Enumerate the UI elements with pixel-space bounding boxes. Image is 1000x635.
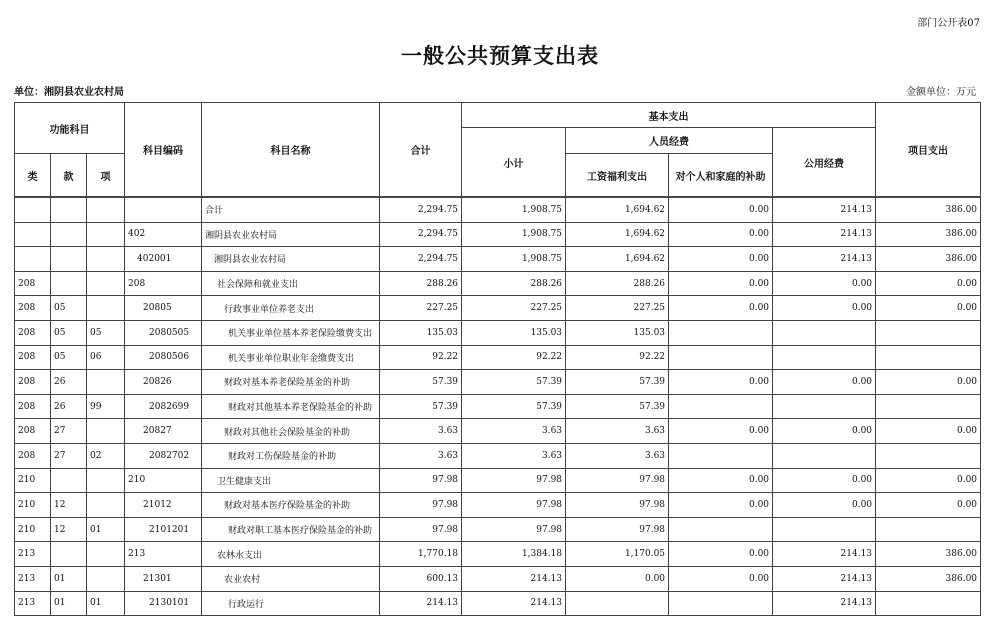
cell-subtotal: 97.98 [462, 493, 566, 518]
cell-kuan: 12 [51, 517, 87, 542]
cell-xiang: 99 [87, 394, 125, 419]
cell-lei [15, 247, 51, 272]
cell-project: 0.00 [876, 468, 981, 493]
table-row [15, 493, 981, 518]
cell-lei [15, 198, 51, 223]
cell-subsidy: 0.00 [669, 370, 773, 395]
cell-total: 2,294.75 [380, 222, 462, 247]
money-unit-label: 金额单位：万元 [906, 87, 976, 98]
cell-lei: 208 [15, 394, 51, 419]
cell-subtotal: 57.39 [462, 370, 566, 395]
cell-subsidy: 0.00 [669, 271, 773, 296]
cell-lei: 208 [15, 443, 51, 468]
cell-wages: 0.00 [566, 566, 669, 591]
cell-project [876, 517, 981, 542]
cell-name: 农业农村 [202, 566, 380, 591]
table-row [15, 370, 981, 395]
cell-xiang [87, 222, 125, 247]
cell-name: 机关事业单位基本养老保险缴费支出 [202, 320, 380, 345]
cell-lei [15, 222, 51, 247]
cell-subtotal: 1,908.75 [462, 222, 566, 247]
cell-name: 财政对基本医疗保险基金的补助 [202, 493, 380, 518]
cell-public: 214.13 [773, 566, 876, 591]
cell-wages: 3.63 [566, 443, 669, 468]
cell-xiang: 01 [87, 591, 125, 616]
table-row [15, 271, 981, 296]
table-row [15, 517, 981, 542]
cell-xiang: 01 [87, 517, 125, 542]
table-body [15, 197, 981, 616]
cell-code: 210 [125, 468, 202, 493]
cell-name: 财政对基本养老保险基金的补助 [202, 370, 380, 395]
header-personnel: 人员经费 [566, 128, 773, 154]
cell-total: 92.22 [380, 345, 462, 370]
cell-kuan: 01 [51, 566, 87, 591]
cell-code: 20827 [125, 419, 202, 444]
cell-project [876, 443, 981, 468]
cell-subsidy: 0.00 [669, 493, 773, 518]
cell-subtotal: 3.63 [462, 419, 566, 444]
cell-total: 135.03 [380, 320, 462, 345]
cell-code: 21301 [125, 566, 202, 591]
cell-subtotal: 288.26 [462, 271, 566, 296]
cell-total: 3.63 [380, 443, 462, 468]
cell-subtotal: 214.13 [462, 591, 566, 616]
cell-name: 机关事业单位职业年金缴费支出 [202, 345, 380, 370]
cell-lei: 208 [15, 296, 51, 321]
cell-lei: 208 [15, 345, 51, 370]
cell-xiang: 05 [87, 320, 125, 345]
cell-wages: 97.98 [566, 468, 669, 493]
cell-total: 57.39 [380, 370, 462, 395]
table-row [15, 419, 981, 444]
table-row [15, 591, 981, 616]
table-row [15, 296, 981, 321]
cell-wages: 1,694.62 [566, 247, 669, 272]
table-row [15, 468, 981, 493]
cell-xiang: 02 [87, 443, 125, 468]
cell-subsidy [669, 591, 773, 616]
cell-project: 0.00 [876, 296, 981, 321]
cell-wages: 97.98 [566, 517, 669, 542]
cell-wages: 135.03 [566, 320, 669, 345]
cell-name: 湘阴县农业农村局 [202, 222, 380, 247]
cell-subtotal: 214.13 [462, 566, 566, 591]
cell-kuan [51, 271, 87, 296]
table-row [15, 443, 981, 468]
header-wages: 工资福利支出 [566, 154, 669, 197]
cell-code: 2082702 [125, 443, 202, 468]
cell-subtotal: 57.39 [462, 394, 566, 419]
cell-project: 386.00 [876, 222, 981, 247]
cell-subsidy: 0.00 [669, 198, 773, 223]
header-kuan: 款 [51, 154, 87, 197]
cell-project [876, 394, 981, 419]
table-row [15, 345, 981, 370]
cell-subtotal: 1,908.75 [462, 247, 566, 272]
cell-kuan: 27 [51, 443, 87, 468]
cell-xiang [87, 419, 125, 444]
cell-total: 97.98 [380, 517, 462, 542]
cell-project [876, 591, 981, 616]
cell-code: 2080506 [125, 345, 202, 370]
cell-code: 402001 [125, 247, 202, 272]
cell-subtotal: 97.98 [462, 517, 566, 542]
cell-xiang [87, 271, 125, 296]
cell-code: 21012 [125, 493, 202, 518]
page-title: 一般公共预算支出表 [401, 44, 599, 68]
cell-code: 402 [125, 222, 202, 247]
cell-wages: 57.39 [566, 370, 669, 395]
cell-total: 97.98 [380, 493, 462, 518]
cell-kuan [51, 247, 87, 272]
cell-wages [566, 591, 669, 616]
cell-code [125, 198, 202, 223]
cell-code: 20826 [125, 370, 202, 395]
cell-xiang: 06 [87, 345, 125, 370]
cell-lei: 208 [15, 370, 51, 395]
cell-project: 0.00 [876, 271, 981, 296]
cell-project: 386.00 [876, 542, 981, 567]
cell-subsidy [669, 345, 773, 370]
cell-kuan: 01 [51, 591, 87, 616]
cell-wages: 1,694.62 [566, 222, 669, 247]
cell-code: 2080505 [125, 320, 202, 345]
cell-public: 214.13 [773, 247, 876, 272]
cell-project: 0.00 [876, 419, 981, 444]
cell-kuan: 26 [51, 394, 87, 419]
cell-kuan: 27 [51, 419, 87, 444]
cell-name: 社会保障和就业支出 [202, 271, 380, 296]
table-row [15, 198, 981, 223]
cell-public: 0.00 [773, 296, 876, 321]
header-subtotal: 小计 [462, 128, 566, 197]
unit-label: 单位：湘阴县农业农村局 [14, 87, 124, 98]
cell-subsidy [669, 320, 773, 345]
cell-wages: 1,694.62 [566, 198, 669, 223]
header-xiang: 项 [87, 154, 125, 197]
cell-total: 288.26 [380, 271, 462, 296]
cell-lei: 208 [15, 271, 51, 296]
header-project: 项目支出 [876, 103, 981, 197]
cell-public [773, 394, 876, 419]
cell-subsidy [669, 394, 773, 419]
cell-public: 0.00 [773, 419, 876, 444]
cell-public [773, 320, 876, 345]
cell-lei: 210 [15, 468, 51, 493]
cell-code: 213 [125, 542, 202, 567]
cell-project [876, 345, 981, 370]
cell-total: 2,294.75 [380, 247, 462, 272]
cell-subsidy: 0.00 [669, 542, 773, 567]
cell-name: 财政对其他基本养老保险基金的补助 [202, 394, 380, 419]
cell-xiang [87, 198, 125, 223]
cell-subsidy: 0.00 [669, 419, 773, 444]
cell-subsidy: 0.00 [669, 296, 773, 321]
cell-public [773, 443, 876, 468]
cell-public: 214.13 [773, 591, 876, 616]
cell-kuan [51, 222, 87, 247]
cell-kuan: 05 [51, 345, 87, 370]
table-row [15, 542, 981, 567]
cell-lei: 208 [15, 419, 51, 444]
cell-code: 20805 [125, 296, 202, 321]
header-function-subject: 功能科目 [15, 103, 125, 154]
cell-subsidy [669, 443, 773, 468]
header-name: 科目名称 [202, 103, 380, 197]
cell-subtotal: 1,908.75 [462, 198, 566, 223]
cell-name: 财政对职工基本医疗保险基金的补助 [202, 517, 380, 542]
cell-subsidy: 0.00 [669, 468, 773, 493]
cell-xiang [87, 493, 125, 518]
cell-total: 97.98 [380, 468, 462, 493]
cell-public: 0.00 [773, 493, 876, 518]
cell-wages: 97.98 [566, 493, 669, 518]
cell-subtotal: 135.03 [462, 320, 566, 345]
cell-code: 2082699 [125, 394, 202, 419]
cell-public [773, 517, 876, 542]
cell-code: 208 [125, 271, 202, 296]
cell-wages: 1,170.05 [566, 542, 669, 567]
cell-lei: 213 [15, 566, 51, 591]
cell-subtotal: 227.25 [462, 296, 566, 321]
cell-project: 0.00 [876, 493, 981, 518]
cell-subsidy: 0.00 [669, 247, 773, 272]
cell-total: 57.39 [380, 394, 462, 419]
cell-lei: 210 [15, 517, 51, 542]
cell-total: 3.63 [380, 419, 462, 444]
cell-name: 湘阴县农业农村局 [202, 247, 380, 272]
cell-public: 0.00 [773, 271, 876, 296]
cell-name: 财政对工伤保险基金的补助 [202, 443, 380, 468]
cell-subtotal: 1,384.18 [462, 542, 566, 567]
header-code: 科目编码 [125, 103, 202, 197]
cell-name: 卫生健康支出 [202, 468, 380, 493]
cell-project: 386.00 [876, 198, 981, 223]
cell-kuan: 26 [51, 370, 87, 395]
cell-subtotal: 97.98 [462, 468, 566, 493]
cell-lei: 213 [15, 542, 51, 567]
cell-wages: 57.39 [566, 394, 669, 419]
cell-kuan: 05 [51, 296, 87, 321]
table-row [15, 222, 981, 247]
cell-lei: 213 [15, 591, 51, 616]
cell-code: 2130101 [125, 591, 202, 616]
budget-table [14, 102, 981, 616]
header-public: 公用经费 [773, 128, 876, 197]
header-total: 合计 [380, 103, 462, 197]
cell-kuan [51, 198, 87, 223]
cell-xiang [87, 370, 125, 395]
header-basic: 基本支出 [462, 103, 876, 128]
header-lei: 类 [15, 154, 51, 197]
cell-public [773, 345, 876, 370]
cell-public: 214.13 [773, 198, 876, 223]
cell-kuan [51, 468, 87, 493]
form-number: 部门公开表07 [917, 18, 980, 29]
cell-kuan: 05 [51, 320, 87, 345]
table-row [15, 394, 981, 419]
cell-wages: 3.63 [566, 419, 669, 444]
cell-subtotal: 3.63 [462, 443, 566, 468]
cell-subsidy: 0.00 [669, 222, 773, 247]
cell-xiang [87, 542, 125, 567]
cell-project: 386.00 [876, 247, 981, 272]
cell-total: 2,294.75 [380, 198, 462, 223]
cell-kuan: 12 [51, 493, 87, 518]
cell-wages: 92.22 [566, 345, 669, 370]
cell-public: 214.13 [773, 222, 876, 247]
header-subsidy: 对个人和家庭的补助 [669, 154, 773, 197]
cell-total: 227.25 [380, 296, 462, 321]
cell-name: 财政对其他社会保险基金的补助 [202, 419, 380, 444]
cell-public: 0.00 [773, 370, 876, 395]
cell-xiang [87, 296, 125, 321]
cell-wages: 288.26 [566, 271, 669, 296]
cell-name: 行政运行 [202, 591, 380, 616]
cell-total: 1,770.18 [380, 542, 462, 567]
cell-public: 0.00 [773, 468, 876, 493]
cell-project [876, 320, 981, 345]
cell-subsidy: 0.00 [669, 566, 773, 591]
cell-code: 2101201 [125, 517, 202, 542]
cell-total: 214.13 [380, 591, 462, 616]
cell-total: 600.13 [380, 566, 462, 591]
cell-lei: 208 [15, 320, 51, 345]
cell-xiang [87, 566, 125, 591]
cell-kuan [51, 542, 87, 567]
cell-xiang [87, 247, 125, 272]
cell-subsidy [669, 517, 773, 542]
cell-name: 农林水支出 [202, 542, 380, 567]
table-row [15, 566, 981, 591]
table-header [15, 103, 981, 197]
cell-xiang [87, 468, 125, 493]
cell-public: 214.13 [773, 542, 876, 567]
cell-name: 合计 [202, 198, 380, 223]
cell-name: 行政事业单位养老支出 [202, 296, 380, 321]
cell-project: 0.00 [876, 370, 981, 395]
cell-wages: 227.25 [566, 296, 669, 321]
table-row [15, 320, 981, 345]
cell-project: 386.00 [876, 566, 981, 591]
cell-lei: 210 [15, 493, 51, 518]
table-row [15, 247, 981, 272]
cell-subtotal: 92.22 [462, 345, 566, 370]
